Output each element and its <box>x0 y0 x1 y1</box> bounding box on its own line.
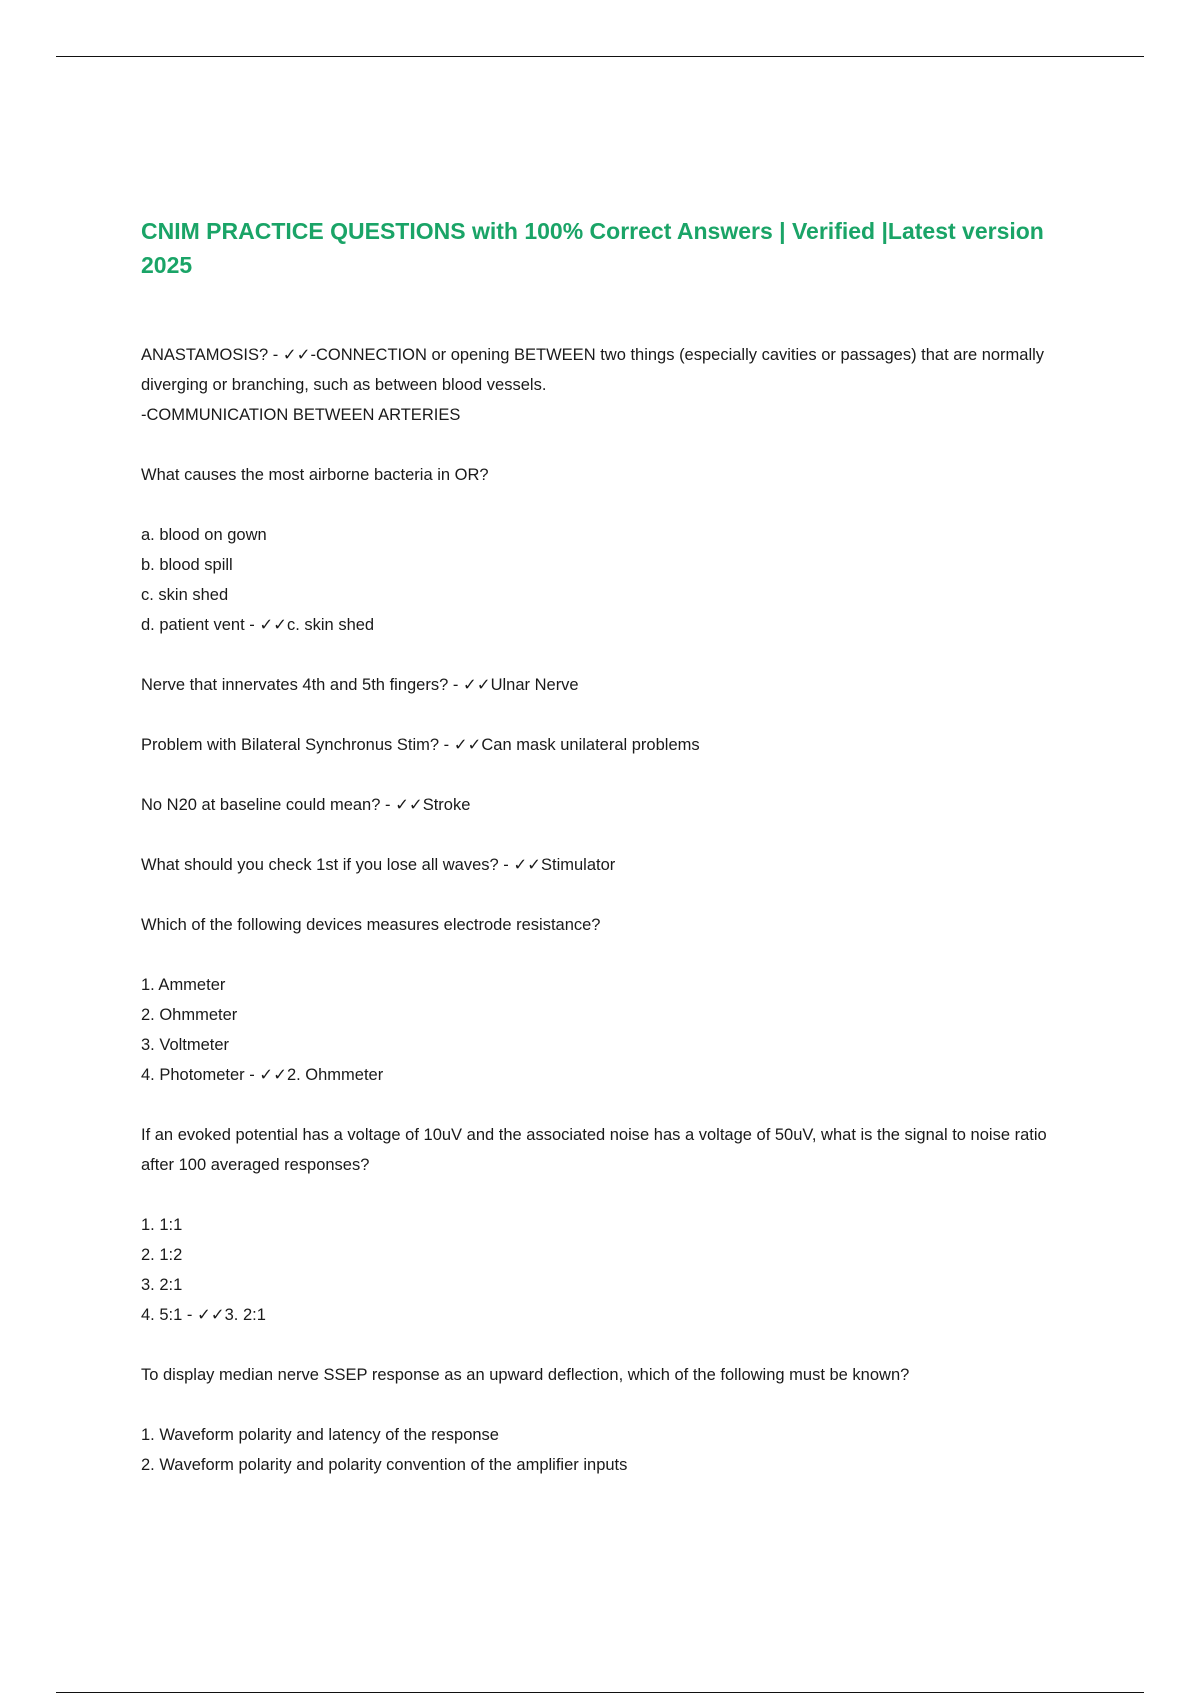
qa-item-2 <box>141 460 1081 640</box>
question-text: To display median nerve SSEP response as an upward deflection, which of the following must be known? <box>141 1366 910 1384</box>
answer-option: 3. Voltmeter <box>141 1036 230 1054</box>
question-text: Nerve that innervates 4th and 5th fingers? - ✓✓Ulnar Nerve <box>141 676 579 694</box>
answer-option: 4. 5:1 - ✓✓3. 2:1 <box>141 1306 266 1324</box>
answer-option: d. patient vent - ✓✓c. skin shed <box>141 616 375 634</box>
question-text: If an evoked potential has a voltage of 10uV and the associated noise has a voltage of 50uV, what is the signal to noise ratio after 100 averaged responses? <box>141 1126 1047 1174</box>
qa-item-8 <box>141 1120 1081 1330</box>
answer-options <box>141 520 1081 640</box>
bottom-rule <box>56 1692 1144 1693</box>
answer-options <box>141 1420 1081 1480</box>
answer-option: 1. Ammeter <box>141 976 226 994</box>
question-text: No N20 at baseline could mean? - ✓✓Stroke <box>141 796 471 814</box>
qa-item-4 <box>141 730 1081 760</box>
answer-option: 1. 1:1 <box>141 1216 183 1234</box>
answer-option: 4. Photometer - ✓✓2. Ohmmeter <box>141 1066 384 1084</box>
qa-item-9 <box>141 1360 1081 1480</box>
question-text: What causes the most airborne bacteria in OR? <box>141 466 489 484</box>
question-text: Which of the following devices measures electrode resistance? <box>141 916 601 934</box>
answer-option: 3. 2:1 <box>141 1276 183 1294</box>
qa-item-1 <box>141 340 1081 430</box>
question-text: Problem with Bilateral Synchronus Stim? - ✓✓Can mask unilateral problems <box>141 736 700 754</box>
answer-option: 2. Waveform polarity and polarity convention of the amplifier inputs <box>141 1456 628 1474</box>
question-text: ANASTAMOSIS? - ✓✓-CONNECTION or opening BETWEEN two things (especially cavities or passages) that are normally diverging or branching, such as between blood vessels. <box>141 346 1045 394</box>
question-text: What should you check 1st if you lose all waves? - ✓✓Stimulator <box>141 856 616 874</box>
qa-list <box>141 340 1081 1480</box>
qa-item-3 <box>141 670 1081 700</box>
answer-option: c. skin shed <box>141 586 229 604</box>
answer-options <box>141 1210 1081 1330</box>
qa-item-6 <box>141 850 1081 880</box>
top-rule <box>56 56 1144 57</box>
qa-item-7 <box>141 910 1081 1090</box>
answer-option: 2. 1:2 <box>141 1246 183 1264</box>
answer-extra: -COMMUNICATION BETWEEN ARTERIES <box>141 406 461 424</box>
answer-options <box>141 970 1081 1090</box>
answer-option: b. blood spill <box>141 556 233 574</box>
document-title: CNIM PRACTICE QUESTIONS with 100% Correct Answers | Verified |Latest version 2025 <box>141 218 1044 278</box>
qa-item-5 <box>141 790 1081 820</box>
answer-option: 2. Ohmmeter <box>141 1006 238 1024</box>
answer-option: 1. Waveform polarity and latency of the response <box>141 1426 499 1444</box>
answer-option: a. blood on gown <box>141 526 267 544</box>
page-content <box>141 214 1081 1510</box>
